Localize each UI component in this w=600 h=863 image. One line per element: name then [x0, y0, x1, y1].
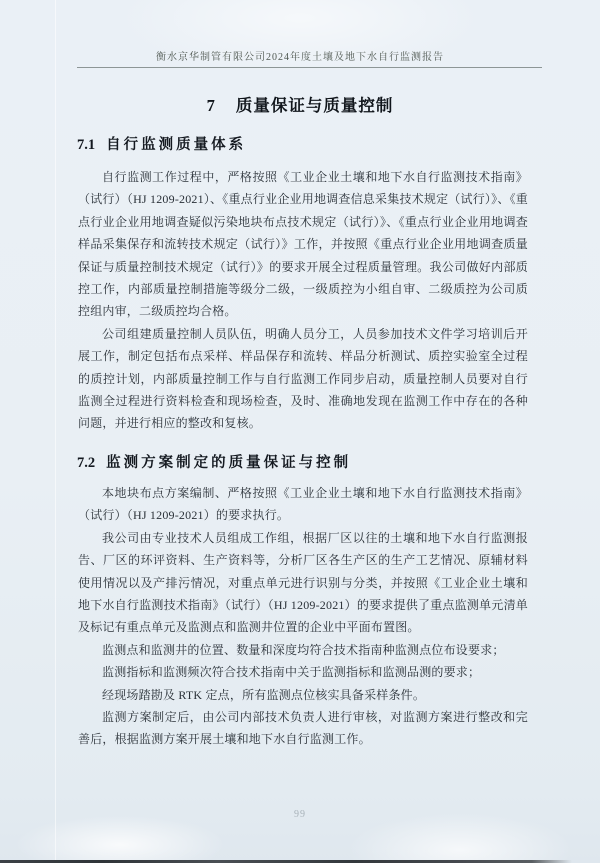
paragraph: 监测点和监测井的位置、数量和深度均符合技术指南种监测点位布设要求； [102, 642, 505, 657]
paragraph: 监测方案制定后，由公司内部技术负责人进行审核，对监测方案进行整改和完善后，根据监测方案开展土壤和地下水自行监测工作。 [78, 710, 528, 747]
section-7-1-body [78, 166, 528, 435]
paragraph: 自行监测工作过程中，严格按照《工业企业土壤和地下水自行监测技术指南》（试行）（HJ 1209-2021）、《重点行业企业用地调查信息采集技术规定（试行）》、《重点行业企业用地调查疑似污染地块布点技术规定（试行）》、《重点行业企业用地调查样品采集保存和流转技术规定（试行）》工作，并按照《重点行业企业用地调查质量保证与质量控制技术规定（试行）》的要求开展全过程质量管理。我公司做好内部质控工作，内部质量控制措施等级分二级，一级质控为小组自审、二级质控为公司质控组内审，二级质控均合格。 [78, 170, 528, 319]
section-7-1-heading [77, 133, 246, 154]
section-7-2-body [78, 482, 528, 751]
section-7-2-heading [77, 451, 351, 472]
section-7-1-title: 自行监测质量体系 [106, 137, 247, 153]
section-7-1-number: 7.1 [77, 137, 96, 153]
running-header: 衡水京华制管有限公司2024年度土壤及地下水自行监测报告 [156, 52, 444, 63]
scan-crease-line [55, 0, 56, 863]
paragraph: 监测指标和监测频次符合技术指南中关于监测指标和监测品测的要求； [102, 665, 481, 680]
section-7-2-title: 监测方案制定的质量保证与控制 [106, 455, 352, 471]
paragraph: 我公司由专业技术人员组成工作组，根据厂区以往的土壤和地下水自行监测报告、厂区的环评资料、生产资料等，分析厂区各生产区的生产工艺情况、原辅材料使用情况以及产排污情况，对重点单元进行识别与分类，并按照《工业企业土壤和地下水自行监测技术指南》（试行）（HJ 1209-2021）的要求提供了重点监测单元清单及标记有重点单元及监测点和监测井位置的企业中平面布置图。 [78, 530, 528, 635]
page-number: 99 [294, 809, 306, 820]
header-rule [77, 67, 542, 68]
paragraph: 经现场踏勘及 RTK 定点，所有监测点位核实具备采样条件。 [102, 687, 426, 702]
chapter-number: 7 [206, 96, 216, 115]
paragraph: 本地块布点方案编制、严格按照《工业企业土壤和地下水自行监测技术指南》（试行）（HJ 1209-2021）的要求执行。 [78, 486, 528, 523]
chapter-title [0, 92, 600, 116]
section-7-2-number: 7.2 [77, 455, 96, 471]
paragraph: 公司组建质量控制人员队伍，明确人员分工，人员参加技术文件学习培训后开展工作，制定包括布点采样、样品保存和流转、样品分析测试、质控实验室全过程的质控计划，内部质量控制工作与自行监测工作同步启动，质量控制人员要对自行监测全过程进行资料检查和现场检查，及时、准确地发现在监测工作中存在的各种问题，并进行相应的整改和复核。 [78, 326, 528, 431]
chapter-title-text: 质量保证与质量控制 [235, 97, 394, 115]
